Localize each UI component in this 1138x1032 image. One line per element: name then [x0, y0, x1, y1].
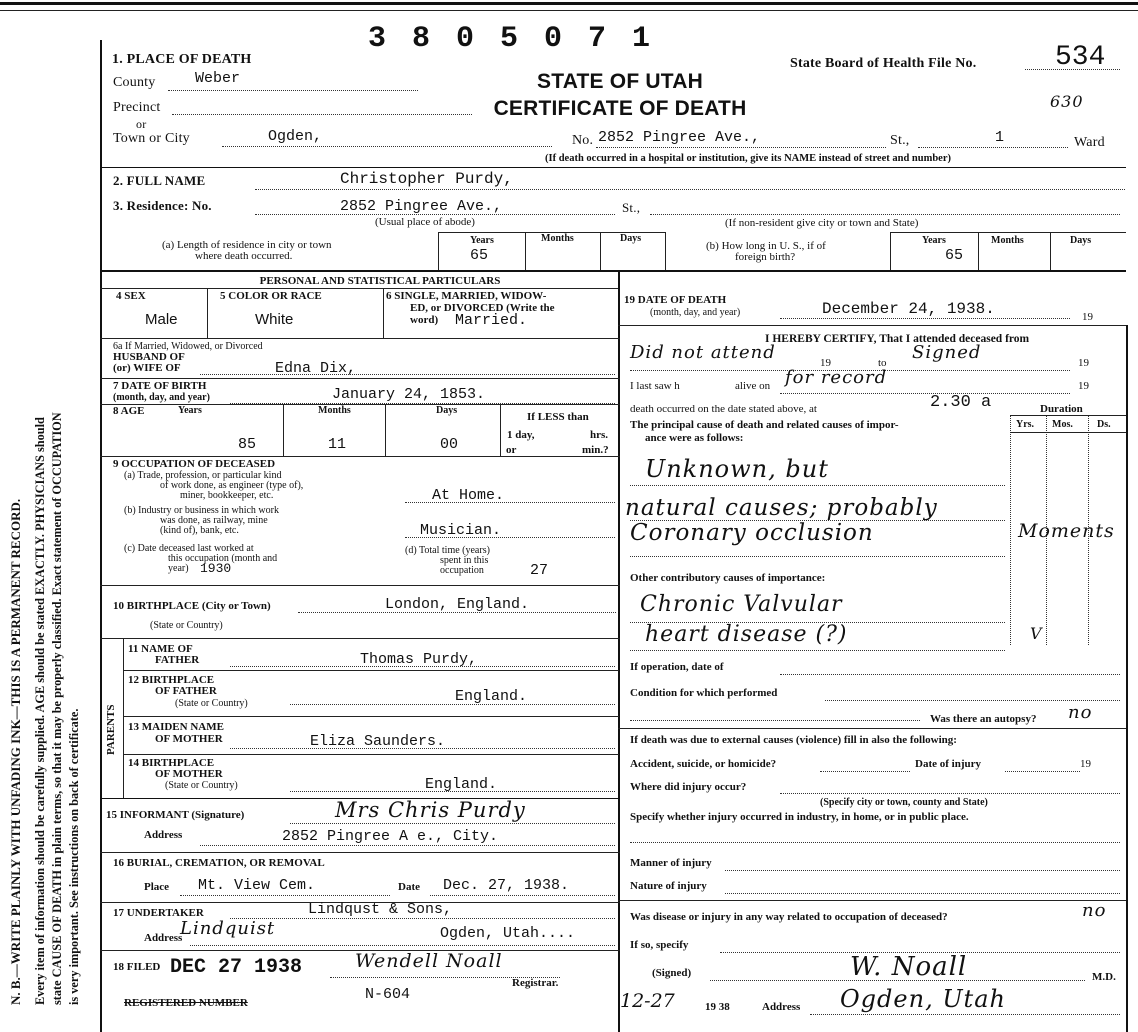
- sep-mbirth: [124, 754, 619, 755]
- alive-on-handwritten: for record: [785, 367, 888, 388]
- sep-mother: [124, 716, 619, 717]
- sep-burial: [100, 852, 620, 853]
- last-saw-line: [780, 393, 1070, 394]
- street-line: [596, 147, 886, 148]
- res-box-m2: [600, 232, 601, 270]
- registrar-signature: Wendell Noall: [355, 950, 503, 972]
- age-div-1: [283, 404, 284, 456]
- age-years-header: Years: [178, 405, 202, 416]
- dod-19: 19: [1082, 311, 1093, 323]
- accident-label: Accident, suicide, or homicide?: [630, 758, 777, 770]
- address-label: Address: [144, 829, 183, 841]
- last-saw-label: I last saw h: [630, 380, 680, 392]
- name-line: [255, 189, 1125, 190]
- cause-line-2: natural causes; probably: [625, 495, 938, 521]
- spouse-line: [200, 374, 615, 375]
- cause-duration: Moments: [1018, 520, 1115, 542]
- operation-line: [780, 674, 1120, 675]
- sep-spouse: [100, 338, 620, 339]
- sex-label: 4 SEX: [116, 290, 146, 302]
- informant-line: [290, 823, 615, 824]
- sign-date: 12-27: [620, 990, 675, 1012]
- residence-years: 65: [470, 247, 489, 264]
- registered-number: N-604: [365, 986, 411, 1003]
- color-value: White: [255, 311, 294, 328]
- where-label: Where did injury occur?: [630, 781, 747, 793]
- margin-note-2: Every item of information should be carefully supplied. AGE should be stated EXACTLY. PHYSICIANS should: [33, 417, 47, 1005]
- top-border: [0, 2, 1138, 5]
- res-box-m1: [525, 232, 526, 270]
- dob-value: January 24, 1853.: [332, 386, 486, 403]
- father-label-a: 11 NAME OF: [128, 643, 193, 655]
- fbirth-value: England.: [455, 688, 528, 705]
- father-label-b: FATHER: [155, 654, 200, 666]
- town-label: Town or City: [113, 131, 190, 146]
- file-label: State Board of Health File No.: [790, 56, 977, 71]
- age-months: 11: [328, 436, 347, 453]
- autopsy-answer: no: [1068, 702, 1093, 723]
- specify-city: (Specify city or town, county and State): [820, 797, 988, 808]
- sign-address: Ogden, Utah: [840, 985, 1006, 1013]
- county-value: Weber: [195, 70, 241, 87]
- marital-label-b: ED, or DIVORCED (Write the: [410, 302, 555, 314]
- injury-date-label: Date of injury: [915, 758, 981, 770]
- operation-label: If operation, date of: [630, 661, 724, 673]
- cause-line-1: Unknown, but: [645, 455, 829, 483]
- full-name: Christopher Purdy,: [340, 170, 513, 188]
- serial-number: 3 8 0 5 0 7 1: [368, 22, 655, 56]
- cause-label-b: ance were as follows:: [645, 432, 744, 444]
- sep-personal-2: [100, 288, 620, 289]
- mbirth-label-b: OF MOTHER: [155, 768, 223, 780]
- dod-label-b: (month, day, and year): [650, 307, 741, 318]
- residence-value: 2852 Pingree Ave.,: [340, 198, 503, 215]
- where-line: [780, 793, 1120, 794]
- dod-value: December 24, 1938.: [822, 300, 995, 318]
- other-cause-2: heart disease (?): [645, 622, 848, 647]
- us-box-m1: [978, 232, 979, 270]
- us-box-m2: [1050, 232, 1051, 270]
- occupation-label: 9 OCCUPATION OF DECEASED: [113, 458, 276, 470]
- address-value: 2852 Pingree A e., City.: [282, 828, 499, 845]
- nature-label: Nature of injury: [630, 880, 707, 892]
- months-header: Months: [541, 233, 574, 244]
- informant-label: 15 INFORMANT (Signature): [106, 809, 245, 821]
- length-residence-label-a: (a) Length of residence in city or town: [162, 239, 332, 251]
- us-years: 65: [945, 247, 964, 264]
- dod-label-a: 19 DATE OF DEATH: [624, 294, 727, 306]
- occ-c-3: year): [168, 563, 189, 574]
- occ-a-2: of work done, as engineer (type of),: [160, 480, 304, 491]
- father-value: Thomas Purdy,: [360, 651, 478, 668]
- residence-st-line: [650, 214, 1120, 215]
- undertaker-address: Ogden, Utah....: [440, 925, 576, 942]
- margin-note-3: state CAUSE OF DEATH in plain terms, so that it may be properly classified. Exact statement of OCCUPATION: [50, 412, 64, 1005]
- sex-value: Male: [145, 311, 178, 328]
- parents-label: PARENTS: [105, 704, 117, 755]
- sep-dob: [100, 378, 620, 379]
- sep-fbirth: [124, 670, 619, 671]
- us-box-top: [890, 232, 1126, 233]
- years-header: Years: [470, 235, 494, 246]
- occ-b-1: (b) Industry or business in which work: [124, 505, 279, 516]
- street-value: 2852 Pingree Ave.,: [598, 129, 761, 146]
- sign-address-label: Address: [762, 1001, 801, 1013]
- days-header: Days: [620, 233, 642, 244]
- certificate-title: CERTIFICATE OF DEATH: [493, 97, 747, 120]
- age-days: 00: [440, 436, 459, 453]
- filed-label: 18 FILED: [113, 961, 161, 973]
- less-than-b: 1 day,: [507, 429, 535, 441]
- occ-a-3: miner, bookkeeper, etc.: [180, 490, 274, 501]
- dob-label-a: 7 DATE OF BIRTH: [113, 380, 207, 392]
- undertaker-signature: Lindquist: [180, 918, 276, 939]
- nonresident-note: (If non-resident give city or town and State): [725, 217, 919, 229]
- us-label-a: (b) How long in U. S., if of: [706, 240, 826, 252]
- mos-header: Mos.: [1052, 419, 1073, 430]
- occ-b-3: (kind of), bank, etc.: [160, 525, 239, 536]
- accident-line: [820, 771, 910, 772]
- file-number: 534: [1055, 42, 1106, 73]
- spouse-label-c: (or) WIFE OF: [113, 362, 181, 374]
- mbirth-value: England.: [425, 776, 498, 793]
- sep-related: [618, 900, 1126, 901]
- cause-line-3-rule: [630, 556, 1005, 557]
- us-days-header: Days: [1070, 235, 1092, 246]
- md-label: M.D.: [1092, 971, 1116, 983]
- birthplace-label: 10 BIRTHPLACE (City or Town): [113, 600, 271, 612]
- less-than-d: or: [506, 444, 517, 456]
- color-divider: [383, 288, 384, 338]
- occ-d-2: spent in this: [440, 555, 489, 566]
- marital-label-a: 6 SINGLE, MARRIED, WIDOW-: [386, 290, 547, 302]
- less-than-c: hrs.: [590, 429, 609, 441]
- sep-personal: [100, 270, 1126, 272]
- occurred-label: death occurred on the date stated above, at: [630, 403, 817, 415]
- occ-a-1: (a) Trade, profession, or particular kind: [124, 470, 282, 481]
- marital-value: Married.: [455, 312, 528, 329]
- spouse-value: Edna Dix,: [275, 360, 357, 377]
- age-div-3: [500, 404, 501, 456]
- sep-certify: [618, 325, 1126, 326]
- signed-label: (Signed): [652, 967, 692, 979]
- yrs-header: Yrs.: [1016, 419, 1035, 430]
- occ-b-value: Musician.: [420, 522, 502, 539]
- cause-line-3: Coronary occlusion: [630, 520, 874, 546]
- filed-stamp: DEC 27 1938: [170, 956, 303, 979]
- us-box-l: [890, 232, 891, 270]
- occ-a-value: At Home.: [432, 487, 505, 504]
- sep-name: [100, 167, 1126, 168]
- age-days-header: Days: [436, 405, 458, 416]
- other-cause-tick: V: [1030, 624, 1043, 643]
- sign-year: 19 38: [705, 1001, 730, 1013]
- cause-line-1-rule: [630, 485, 1005, 486]
- cause-label-a: The principal cause of death and related causes of impor-: [630, 419, 899, 431]
- ds-header: Ds.: [1097, 419, 1111, 430]
- condition-line-2: [630, 720, 920, 721]
- occ-c-2: this occupation (month and: [168, 553, 278, 564]
- length-residence-label-b: where death occurred.: [195, 250, 293, 262]
- external-label: If death was due to external causes (violence) fill in also the following:: [630, 734, 957, 746]
- undertaker-address-label: Address: [144, 932, 183, 944]
- related-answer: no: [1082, 900, 1107, 921]
- manner-label: Manner of injury: [630, 857, 712, 869]
- hospital-note: (If death occurred in a hospital or institution, give its NAME instead of street and number): [545, 153, 952, 164]
- mother-label-b: OF MOTHER: [155, 733, 223, 745]
- undertaker-addr-line: [190, 945, 615, 946]
- sep-father: [100, 638, 620, 639]
- sep-occ: [100, 456, 620, 457]
- st-label: St.,: [890, 133, 910, 148]
- ward-line: [918, 147, 1068, 148]
- death-time: 2.30 a: [930, 393, 992, 412]
- duration-label: Duration: [1040, 403, 1083, 415]
- margin-note-4: is very important. See instructions on back of certificate.: [67, 708, 81, 1005]
- less-than-a: If LESS than: [527, 411, 589, 423]
- autopsy-label: Was there an autopsy?: [930, 713, 1037, 725]
- informant-signature: Mrs Chris Purdy: [335, 798, 526, 822]
- certify-to: to: [878, 357, 887, 369]
- dur-head-bottom: [1010, 432, 1126, 433]
- sex-divider: [207, 288, 208, 338]
- specify-industry: Specify whether injury occurred in industry, in home, or in public place.: [630, 811, 969, 823]
- us-label-b: foreign birth?: [735, 251, 796, 263]
- physician-signature: W. Noall: [850, 952, 968, 982]
- us-months-header: Months: [991, 235, 1024, 246]
- birthplace-value: London, England.: [385, 596, 530, 613]
- ward-value: 1: [995, 129, 1005, 146]
- age-months-header: Months: [318, 405, 351, 416]
- top-border-thin: [0, 10, 1138, 11]
- county-label: County: [113, 75, 156, 90]
- address-line: [200, 845, 615, 846]
- precinct-line: [172, 114, 472, 115]
- place-label-burial: Place: [144, 881, 170, 893]
- no-label: No.: [572, 133, 594, 148]
- residence-label: 3. Residence: No.: [113, 198, 212, 213]
- precinct-label: Precinct: [113, 100, 161, 115]
- registered-number-label: REGISTERED NUMBER: [124, 997, 248, 1009]
- fbirth-label-c: (State or Country): [175, 698, 248, 709]
- date-label-burial: Date: [398, 881, 420, 893]
- nature-line: [725, 893, 1120, 894]
- age-years: 85: [238, 436, 257, 453]
- age-div-2: [385, 404, 386, 456]
- attend-handwritten: Did not attend: [630, 342, 776, 363]
- burial-label: 16 BURIAL, CREMATION, OR REMOVAL: [113, 857, 325, 869]
- place-label: 1. PLACE OF DEATH: [112, 52, 252, 67]
- dur-top: [1010, 415, 1126, 416]
- spouse-label-a: 6a If Married, Widowed, or Divorced: [113, 341, 263, 352]
- dob-label-b: (month, day, and year): [113, 392, 210, 403]
- other-line-2: [630, 650, 1005, 651]
- mbirth-label-c: (State or Country): [165, 780, 238, 791]
- dur-col-1: [1010, 415, 1011, 645]
- injury-19: 19: [1080, 758, 1091, 770]
- sep-birth: [100, 585, 620, 586]
- margin-note-1: N. B.—WRITE PLAINLY WITH UNFADING INK—THIS IS A PERMANENT RECORD.: [8, 498, 23, 1005]
- color-label: 5 COLOR OR RACE: [220, 290, 322, 302]
- fbirth-label-b: OF FATHER: [155, 685, 217, 697]
- age-label: 8 AGE: [113, 405, 145, 417]
- town-line: [222, 146, 552, 147]
- marital-label-c: word): [410, 314, 439, 326]
- signed-handwritten: Signed: [912, 342, 982, 363]
- mbirth-label-a: 14 BIRTHPLACE: [128, 757, 215, 769]
- related-label: Was disease or injury in any way related to occupation of deceased?: [630, 911, 948, 923]
- residence-st: St.,: [622, 200, 641, 215]
- state-title: STATE OF UTAH: [537, 70, 703, 93]
- burial-place-line: [180, 895, 390, 896]
- occ-c-1: (c) Date deceased last worked at: [124, 543, 254, 554]
- county-line: [168, 90, 418, 91]
- fbirth-label-a: 12 BIRTHPLACE: [128, 674, 215, 686]
- usual-abode: (Usual place of abode): [375, 216, 475, 228]
- other-cause-1: Chronic Valvular: [640, 592, 843, 617]
- certify-19b: 19: [1078, 357, 1089, 369]
- manner-line: [725, 870, 1120, 871]
- less-than-e: min.?: [582, 444, 609, 456]
- undertaker-value: Lindqust & Sons,: [308, 901, 453, 918]
- ward-label: Ward: [1074, 135, 1105, 150]
- res-box-r: [665, 232, 666, 270]
- town-value: Ogden,: [268, 128, 323, 145]
- fbirth-line: [290, 704, 615, 705]
- occ-b-2: was done, as railway, mine: [160, 515, 268, 526]
- center-divider: [618, 270, 620, 1032]
- res-box-l: [438, 232, 439, 270]
- frame-right: [1126, 325, 1128, 1032]
- mother-label-a: 13 MAIDEN NAME: [128, 721, 224, 733]
- occ-d-1: (d) Total time (years): [405, 545, 490, 556]
- burial-place: Mt. View Cem.: [198, 877, 316, 894]
- registrar-label: Registrar.: [512, 977, 559, 989]
- certify-text: I HEREBY CERTIFY, That I attended deceased from: [765, 333, 1030, 345]
- parents-divider: [123, 638, 124, 798]
- alive-on-label: alive on: [735, 380, 771, 392]
- mother-value: Eliza Saunders.: [310, 733, 446, 750]
- occ-d-3: occupation: [440, 565, 484, 576]
- or-label: or: [136, 117, 147, 131]
- sign-address-line: [810, 1014, 1120, 1015]
- us-years-header: Years: [922, 235, 946, 246]
- dod-line: [780, 318, 1070, 319]
- local-number: 630: [1050, 92, 1084, 111]
- frame-left: [100, 40, 102, 1032]
- name-label: 2. FULL NAME: [113, 173, 206, 188]
- occ-d-value: 27: [530, 562, 549, 579]
- burial-date: Dec. 27, 1938.: [443, 877, 570, 894]
- undertaker-line: [230, 918, 615, 919]
- sep-external: [618, 728, 1126, 729]
- specify-line: [630, 842, 1120, 843]
- other-causes-label: Other contributory causes of importance:: [630, 572, 826, 584]
- injury-date-line: [1005, 771, 1080, 772]
- condition-line: [825, 700, 1120, 701]
- burial-date-line: [430, 895, 615, 896]
- condition-label: Condition for which performed: [630, 687, 778, 699]
- certify-19a: 19: [820, 357, 831, 369]
- personal-header: PERSONAL AND STATISTICAL PARTICULARS: [259, 275, 501, 287]
- occ-c-value: 1930: [200, 561, 232, 576]
- last-saw-19: 19: [1078, 380, 1089, 392]
- if-so-label: If so, specify: [630, 939, 689, 951]
- birthplace-sub: (State or Country): [150, 620, 223, 631]
- undertaker-label: 17 UNDERTAKER: [113, 907, 204, 919]
- spouse-label-b: HUSBAND OF: [113, 351, 185, 363]
